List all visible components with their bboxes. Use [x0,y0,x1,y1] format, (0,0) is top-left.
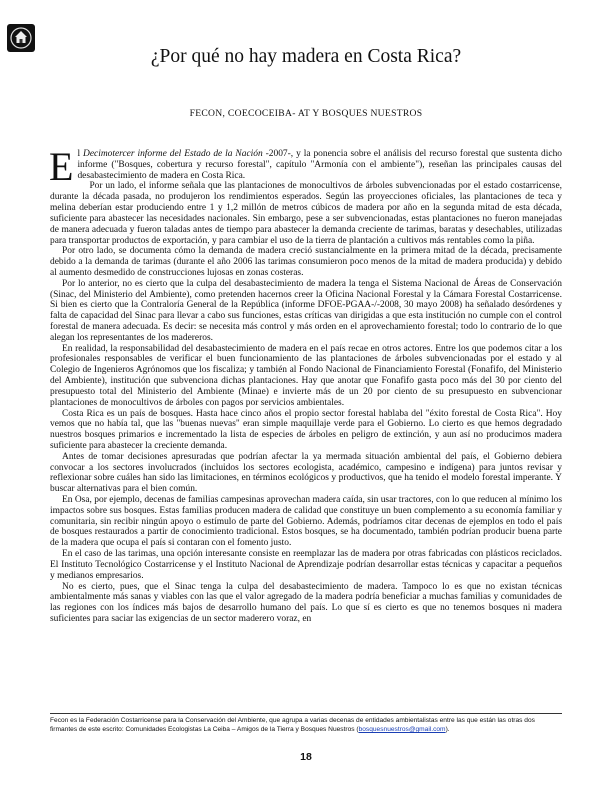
paragraph: Costa Rica es un país de bosques. Hasta hace cinco años el propio sector forestal hablaba del "éxito forestal de Costa Rica". Hoy vemos que no había tal, que las "buenas nuevas" eran simple maquillaje verde para el Gobierno. Lo cierto es que hemos degradado nuestros bosques primarios e incrementado la lista de especies de árboles en peligro de extinción, y aun así no producimos madera suficiente para abastecer la creciente demanda. [50,408,562,451]
paragraph: Por lo anterior, no es cierto que la culpa del desabastecimiento de madera la tenga el Sistema Nacional de Áreas de Conservación (Sinac, del Ministerio del Ambiente), como pretenden hacernos creer la Oficina Nacional Forestal y la Cámara Forestal Costarricense. Si bien es cierto que la Contraloría General de la República (informe DFOE-PGAA-/-2008, 30 mayo 2008) ha señalado desórdenes y falta de capacidad del Sinac para llevar a cabo sus funciones, estas críticas van dirigidas a que esta institución no cumple con el control forestal de manera adecuada. Es decir: se necesita más control y más orden en el aprovechamiento forestal; todo lo contrario de lo que alegan los representantes de los madereros. [50,278,562,343]
intro-paragraph [49,144,563,189]
paragraph: Antes de tomar decisiones apresuradas que podrían afectar la ya mermada situación ambiental del país, el Gobierno debiera convocar a los sectores involucrados (incluidos los sectores ecologista, académico, campesino e indígena) para juntos revisar y reflexionar sobre cuáles han sido las limitaciones, en términos ecológicos y productivos, que ha tenido el modelo forestal imperante. Y buscar alternativas para el bien común. [50,451,562,495]
article-authors: FECON, COECOCEIBA- AT Y BOSQUES NUESTROS [189,108,423,119]
paragraph: Por un lado, el informe señala que las plantaciones de monocultivos de árboles subvencionadas por el estado costarricense, durante la década pasada, no produjeron los rendimientos esperados. Según las proyecciones oficiales, las plantaciones de teca y melina deberían estar produciendo entre 1 y 1,2 millón de metros cúbicos de madera por año en la segunda mitad de esta década, suficiente para abastecer las necesidades nacionales. Sin embargo, pese a ser subvencionadas, estas plantaciones no fueron manejadas de manera adecuada y fueron taladas antes de tiempo para abastecer la demanda creciente de tarimas, baratas y desechables, utilizadas para transportar productos de exportación, y para cambiar el uso de la tierra de plantación a cultivos más rentables como la piña. [50,181,562,246]
paragraph: No es cierto, pues, que el Sinac tenga la culpa del desabastecimiento de madera. Tampoco lo es que no existan técnicas ambientalmente más sanas y viables con las que el valor agregado de la madera podría beneficiar a muchas familias y comunidades de las regiones con los índices más bajos de desarrollo humano del país. Lo que sí es cierto es que no tenemos bosques ni madera suficientes para saciar las exigencias de un sector maderero voraz, en [50,581,562,624]
intro-prefix: l [77,149,83,159]
paragraph: En Osa, por ejemplo, decenas de familias campesinas aprovechan madera caída, sin usar tractores, con lo que reducen al mínimo los impactos sobre sus bosques. Estas familias producen madera de calidad que constituye un buen complemento a su economía familiar y comunitaria, sin recibir ningún apoyo o estímulo de parte del Gobierno. Además, podríamos citar decenas de ejemplos en todo el país de bosques restaurados a partir de conocimiento tradicional. Estos bosques, se ha documentado, también podrían producir buena parte de la madera que ocupa el país si contaran con el fomento justo. [50,495,562,549]
footnote [50,716,562,734]
paragraph: Por otro lado, se documenta cómo la demanda de madera creció sustancialmente en la primera mitad de la década, precisamente debido a la demanda de tarimas (durante el año 2006 las tarimas consumieron poco menos de la mitad de madera producida) y debido al aumento desmedido de construcciones lujosas en zonas costeras. [50,246,562,278]
footnote-text: Fecon es la Federación Costarricense para la Conservación del Ambiente, que agrupa a varias decenas de entidades ambientalistas entre las que están las otras dos firmantes de este escrito: Comunidades Ecologistas La Ceiba – Amigos de la Tierra y Bosques Nuestros ( [50,717,535,734]
article-title: ¿Por qué no hay madera en Costa Rica? [150,46,462,67]
drop-cap: E [49,144,74,189]
report-title: Decimotercer informe del Estado de la Nación [83,149,263,159]
paragraph: En el caso de las tarimas, una opción interesante consiste en reemplazar las de madera por otras fabricadas con plásticos reciclados. El Instituto Tecnológico Costarricense y el Instituto Nacional de Aprendizaje podrían desarrollar estas técnicas y capacitar a pequeños y medianos empresarios. [50,549,562,581]
intro-text: -2007-, y la ponencia sobre el análisis del recurso forestal que sustenta dicho informe ("Bosques, cobertura y recurso forestal", capítulo "Armonía con el ambiente"), reseñan las principales causas del desabastecimiento de madera en Costa Rica. [77,149,563,181]
article-body [49,144,563,625]
email-link[interactable]: bosquesnuestros@gmail.com [358,726,446,734]
footnote-end: ). [445,726,450,734]
page-number: 18 [300,751,312,763]
footnote-divider [50,713,562,714]
paragraph: En realidad, la responsabilidad del desabastecimiento de madera en el país recae en otros actores. Entre los que podemos citar a los profesionales responsables de verificar el buen funcionamiento de las plantaciones de árboles subvencionadas por el estado y al Colegio de Ingenieros Agrónomos que los fiscaliza; y también al Fondo Nacional de Financiamiento Forestal (Fonafifo, del Ministerio del Ambiente), institución que subvenciona dichas plantaciones. Hay que anotar que Fonafifo gasta poco más del 30 por ciento del presupuesto total del Ministerio del Ambiente (Minae) e invierte más de un 20 por ciento de su presupuesto en subvencionar plantaciones de monocultivos de árboles con pagos por servicios ambientales. [50,343,562,408]
